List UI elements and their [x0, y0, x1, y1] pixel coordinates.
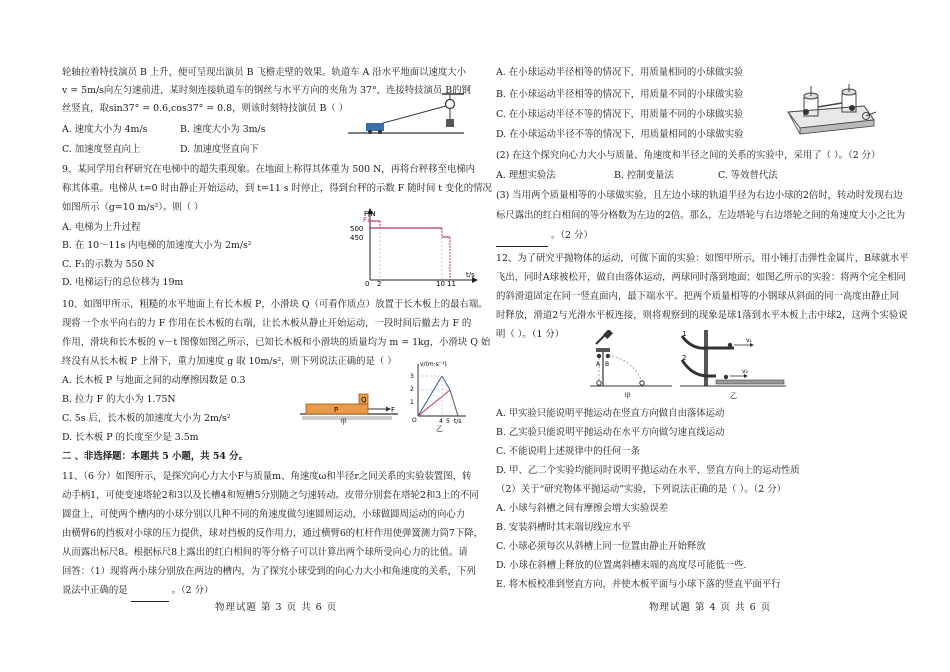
q9-ylabel: F/N [364, 210, 376, 218]
q12-label-2: 2 [682, 354, 687, 362]
q12-line-2: 飞出，同时A球被松开，做自由落体运动，两球同时落到地面；如图乙所示的实验：将两个完全相同 [496, 272, 906, 283]
q10-option-b: B. 拉力 F 的大小为 1.75N [62, 394, 176, 405]
q11-option-b: B. 在小球运动半径相等的情况下，用质量不同的小球做实验 [496, 89, 744, 100]
q11-part3-line-2: 标尺露出的红白相间的等分格数为左边的2倍。那么，左边塔轮与右边塔轮之间的角速度大小之比为 [496, 210, 906, 221]
q9-option-d: D. 电梯运行的总位移为 19m [62, 277, 184, 288]
q12-label-a: A [596, 361, 601, 368]
q12-part2-option-d: D. 小球在斜槽上释放的位置离斜槽末端的高度尽可能低一些. [496, 560, 747, 571]
q10-line-1: 10、如图甲所示，粗糙的水平地面上有长木板 P，小滑块 Q（可看作质点）放置于长木板上的最右端。 [62, 299, 488, 310]
q8-option-d: D. 加速度竖直向下 [180, 144, 259, 155]
q10-v2: 2 [410, 386, 414, 393]
q9-xlabel: t/s [466, 271, 475, 279]
q11-part2-option-c: C. 等效替代法 [718, 170, 778, 181]
q11-last-prefix: 说法中正确的是 [62, 585, 128, 596]
q11-part2: (2) 在这个探究向心力大小与质量、角速度和半径之间的关系的实验中，采用了（ ）。（2 分） [496, 150, 881, 161]
q11-apparatus-figure [782, 82, 880, 140]
q12-label-1: 1 [682, 330, 687, 338]
q9-option-c: C. F₁的示数为 550 N [62, 259, 155, 270]
q9-chart [330, 206, 480, 286]
q11-line-5: 从而露出标尺8。根据标尺8上露出的红白相间的等分格子可以计算出两个球所受向心力的比值。请 [62, 547, 468, 558]
q9-option-a: A. 电梯为上升过程 [62, 222, 141, 233]
q11-part2-option-a: A. 理想实验法 [496, 170, 556, 181]
q10-label-jia: 甲 [340, 418, 347, 426]
q10-figure-yi [402, 358, 474, 432]
q10-figure-jia [296, 390, 406, 426]
q10-t4: 4 [439, 418, 443, 425]
q8-option-a: A. 速度大小为 4m/s [62, 124, 148, 135]
q10-t5: 5 [446, 418, 450, 425]
q10-label-q: Q [361, 396, 367, 404]
actor-b [446, 119, 454, 127]
q12-label-b: B [605, 361, 610, 368]
q9-x11: 11 [447, 280, 456, 286]
q11-line-4: 由横臂6的挡板对小球的压力提供，球对挡板的反作用力，通过横臂6的杠杆作用使弹簧测力筒7下降， [62, 528, 484, 539]
q12-line-4: 时释放，滑道2与光滑水平板连接，则将观察到的现象是球1落到水平木板上击中球2，这两个实验说 [496, 310, 908, 321]
right-page-footer: 物理试题 第 4 页 共 6 页 [649, 602, 772, 613]
q8-option-b: B. 速度大小为 3m/s [180, 124, 266, 135]
q12-label-jia: 甲 [624, 392, 631, 400]
q12-v1: v₁ [746, 337, 752, 344]
q10-line-slider [418, 390, 450, 416]
q12-line-3: 的斜滑道固定在同一竖直面内，最下端水平。把两个质量相等的小钢球从斜面的同一高度由静止同 [496, 291, 900, 302]
q10-v1: 1 [410, 399, 414, 406]
q12-part2-option-c: C. 小球必须每次从斜槽上同一位置由静止开始释放 [496, 541, 706, 552]
q11-line-7 [62, 582, 213, 602]
q12-figure-jia [586, 330, 676, 402]
q12-line-1: 12、为了研究平抛物体的运动，可做下面的实验：如图甲所示，用小锤打击弹性金属片，B球就水平 [496, 253, 909, 264]
section-2-heading: 二 、非选择题：本题共 5 小题，共 54 分。 [62, 451, 248, 462]
q11-part3-answer-blank[interactable] [496, 227, 548, 247]
q10-v3: 3 [410, 373, 414, 380]
q9-x2: 2 [377, 280, 382, 286]
q8-line-2: v = 5m/s向左匀速前进，某时刻连接轨道车的钢丝与水平方向的夹角为 37°，连接特技演员 B的钢 [62, 85, 471, 96]
q11-line-1: 11、（6 分）如图所示，是探究向心力大小F与质量m、角速度ω和半径r之间关系的实验装置图，转 [62, 471, 472, 482]
q12-line-5: 明（ ）。（1 分） [496, 329, 565, 340]
q9-f1-label: F₁ [363, 216, 370, 224]
q11-option-a: A. 在小球运动半径相等的情况下，用质量相同的小球做实验 [496, 67, 744, 78]
q10-option-d: D. 长木板 P 的长度至少是 3.5m [62, 432, 199, 443]
q9-line-1: 9、某同学用台秤研究在电梯中的超失重现象。在地面上称得其体重为 500 N，再将台秤移至电梯内 [62, 164, 476, 175]
q11-line-6: 回答：（1）现将两小球分别放在两边的槽内，为了探究小球受到的向心力大小和角速度的关系，下列 [62, 566, 476, 577]
q10-origin: O [412, 417, 417, 424]
q10-option-c: C. 5s 后，长木板的加速度大小为 2m/s² [62, 413, 231, 424]
q12-label-yi: 乙 [730, 392, 737, 400]
q8-line-1: 轮轴拉着特技演员 B 上升，便可呈现出演员 B 飞檐走壁的效果。轨道车 A 沿水平地面以速度大小 [62, 67, 467, 78]
q10-option-a: A. 长木板 P 与地面之间的动摩擦因数是 0.3 [62, 375, 246, 386]
q11-part3-suffix: 。（2 分） [550, 230, 593, 241]
q11-part3-line-3 [496, 227, 593, 247]
q12-option-a: A. 甲实验只能说明平抛运动在竖直方向做自由落体运动 [496, 408, 725, 419]
track-car-a [366, 123, 384, 131]
q11-answer-blank[interactable] [131, 582, 169, 602]
q12-option-c: C. 不能说明上述规律中的任何一条 [496, 446, 641, 457]
q12-part2-option-e: E. 将木板校准到竖直方向，并使木板平面与小球下落的竖直平面平行 [496, 579, 781, 590]
q11-option-d: D. 在小球运动半径不等的情况下，用质量相同的小球做实验 [496, 129, 744, 140]
q9-line-3: 如图所示（g=10 m/s²）。则（ ） [62, 202, 204, 213]
q10-line-2: 现将一个水平向右的力 F 作用在长木板的右端，让长木板从静止开始运动，一段时间后撤去力 F 的 [62, 318, 472, 329]
q11-line-2: 动手柄1，可使变速塔轮2和3以及长槽4和短槽5分别随之匀速转动。皮带分别套在塔轮2和3上的不同 [62, 490, 479, 501]
q9-x10: 10 [436, 280, 445, 286]
q12-part2-option-a: A. 小球与斜槽之间有摩擦会增大实验误差 [496, 503, 669, 514]
left-page-footer: 物理试题 第 3 页 共 6 页 [215, 602, 338, 613]
q10-vlabel: v/(m·s⁻¹) [420, 361, 447, 368]
q10-ts: t/s [454, 418, 462, 425]
q10-line-board [418, 376, 442, 416]
q12-part2: （2）关于“研究物体平抛运动”实验，下列说法正确的是（ ）。（2 分） [496, 484, 786, 495]
q9-x0: 0 [365, 280, 370, 286]
q10-label-yi: 乙 [436, 425, 443, 432]
q10-label-f: F [391, 406, 396, 414]
q8-option-c: C. 加速度竖直向上 [62, 144, 141, 155]
q12-v2: v₂ [742, 368, 748, 375]
q9-y500: 500 [350, 225, 364, 233]
q10-line-3: 作用，滑块和长木板的 v－t 图像如图乙所示，已知长木板和小滑块的质量均为 m = 1kg，小滑块 Q 始 [62, 337, 491, 348]
q11-part2-option-b: B. 控制变量法 [614, 170, 674, 181]
q11-line-3: 圆盘上，可使两个槽内的小球分别以几种不同的角速度做匀速圆周运动，小球做圆周运动的向心力 [62, 509, 466, 520]
q12-part2-option-b: B. 安装斜槽时其末端切线应水平 [496, 522, 631, 533]
q11-part3-line-1: (3) 当用两个质量相等的小球做实验，且左边小球的轨道半径为右边小球的2倍时，转动时发现右边 [496, 190, 903, 201]
q11-last-suffix: 。（2 分） [171, 585, 214, 596]
q8-line-3: 丝竖直，取sin37° = 0.6,cos37° = 0.8，则该时刻特技演员 B（ ） [62, 103, 349, 114]
q12-figure-yi [676, 330, 788, 402]
q10-line-4: 终没有从长木板 P 上滑下，重力加速度 g 取 10m/s²，则下列说法正确的是（ ） [62, 356, 397, 367]
pulley-wheel [446, 100, 455, 109]
q12-option-d: D. 甲、乙二个实验均能同时说明平抛运动在水平、竖直方向上的运动性质 [496, 465, 800, 476]
q11-option-c: C. 在小球运动半径不等的情况下，用质量不同的小球做实验 [496, 109, 744, 120]
q9-y450: 450 [350, 234, 364, 242]
q9-option-b: B. 在 10～11s 内电梯的加速度大小为 2m/s² [62, 240, 252, 251]
q8-figure [346, 92, 470, 136]
q10-label-p: P [334, 406, 339, 414]
q12-option-b: B. 乙实验只能说明平抛运动在水平方向做匀速直线运动 [496, 427, 725, 438]
q9-line-2: 称其体重。电梯从 t=0 时由静止开始运动，到 t=11 s 时停止，得到台秤的示数 F 随时间 t 变化的情况 [62, 183, 492, 194]
